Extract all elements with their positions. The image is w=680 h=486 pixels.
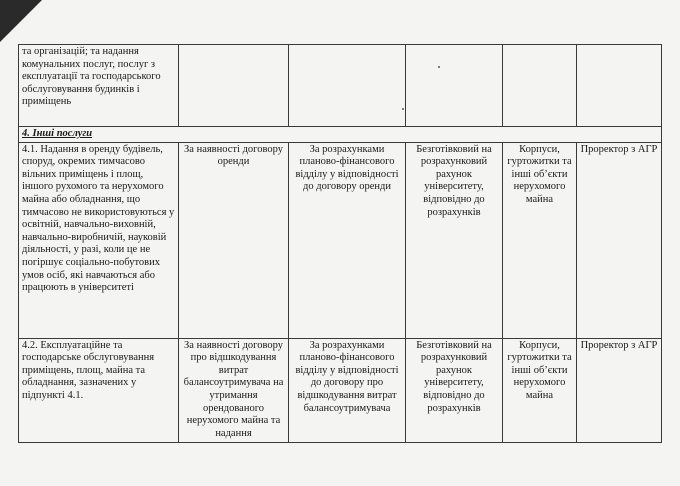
responsible-cell: Проректор з АГР bbox=[577, 338, 662, 442]
responsible-cell bbox=[577, 45, 662, 127]
condition-cell: За наявності договору оренди bbox=[179, 142, 289, 338]
service-description-cell: та організацій; та надання комунальних послуг, послуг з експлуатації та господарського обслуговування будинків і приміщень bbox=[19, 45, 179, 127]
services-table bbox=[18, 44, 662, 443]
scan-speck bbox=[402, 108, 404, 110]
scan-speck bbox=[438, 66, 440, 68]
payment-cell bbox=[406, 45, 503, 127]
payment-cell: Безготівковий на розрахунковий рахунок університету, відповідно до розрахунків bbox=[406, 142, 503, 338]
service-description-cell: 4.1. Надання в оренду будівель, споруд, окремих тимчасово вільних приміщень і площ, іншого рухомого та нерухомого майна або обладнання, що тимчасово не використовуються у освітній, навчально-виховній, навчально-виробничій, науковій діяльності, у разі, коли це не погіршує соціально-побутових умов осіб, які навчаються або працюють в університеті bbox=[19, 142, 179, 338]
cost-cell bbox=[289, 45, 406, 127]
section-title: 4. Інші послуги bbox=[19, 127, 662, 143]
payment-cell: Безготівковий на розрахунковий рахунок університету, відповідно до розрахунків bbox=[406, 338, 503, 442]
responsible-cell: Проректор з АГР bbox=[577, 142, 662, 338]
location-cell: Корпуси, гуртожитки та інші об’єкти нерухомого майна bbox=[503, 142, 577, 338]
cost-cell: За розрахунками планово-фінансового відділу у відповідності до договору про відшкодування витрат балансоутримувача bbox=[289, 338, 406, 442]
condition-cell: За наявності договору про відшкодування витрат балансоутримувача на утримання орендованого нерухомого майна та надання bbox=[179, 338, 289, 442]
service-description-cell: 4.2. Експлуатаційне та господарське обслуговування приміщень, площ, майна та обладнання, зазначених у підпункті 4.1. bbox=[19, 338, 179, 442]
location-cell: Корпуси, гуртожитки та інші об’єкти нерухомого майна bbox=[503, 338, 577, 442]
table-row bbox=[19, 338, 662, 442]
table-row-continuation bbox=[19, 45, 662, 127]
table-row bbox=[19, 142, 662, 338]
scan-corner-shadow bbox=[0, 0, 42, 42]
section-row bbox=[19, 127, 662, 143]
condition-cell bbox=[179, 45, 289, 127]
location-cell bbox=[503, 45, 577, 127]
cost-cell: За розрахунками планово-фінансового відділу у відповідності до договору оренди bbox=[289, 142, 406, 338]
